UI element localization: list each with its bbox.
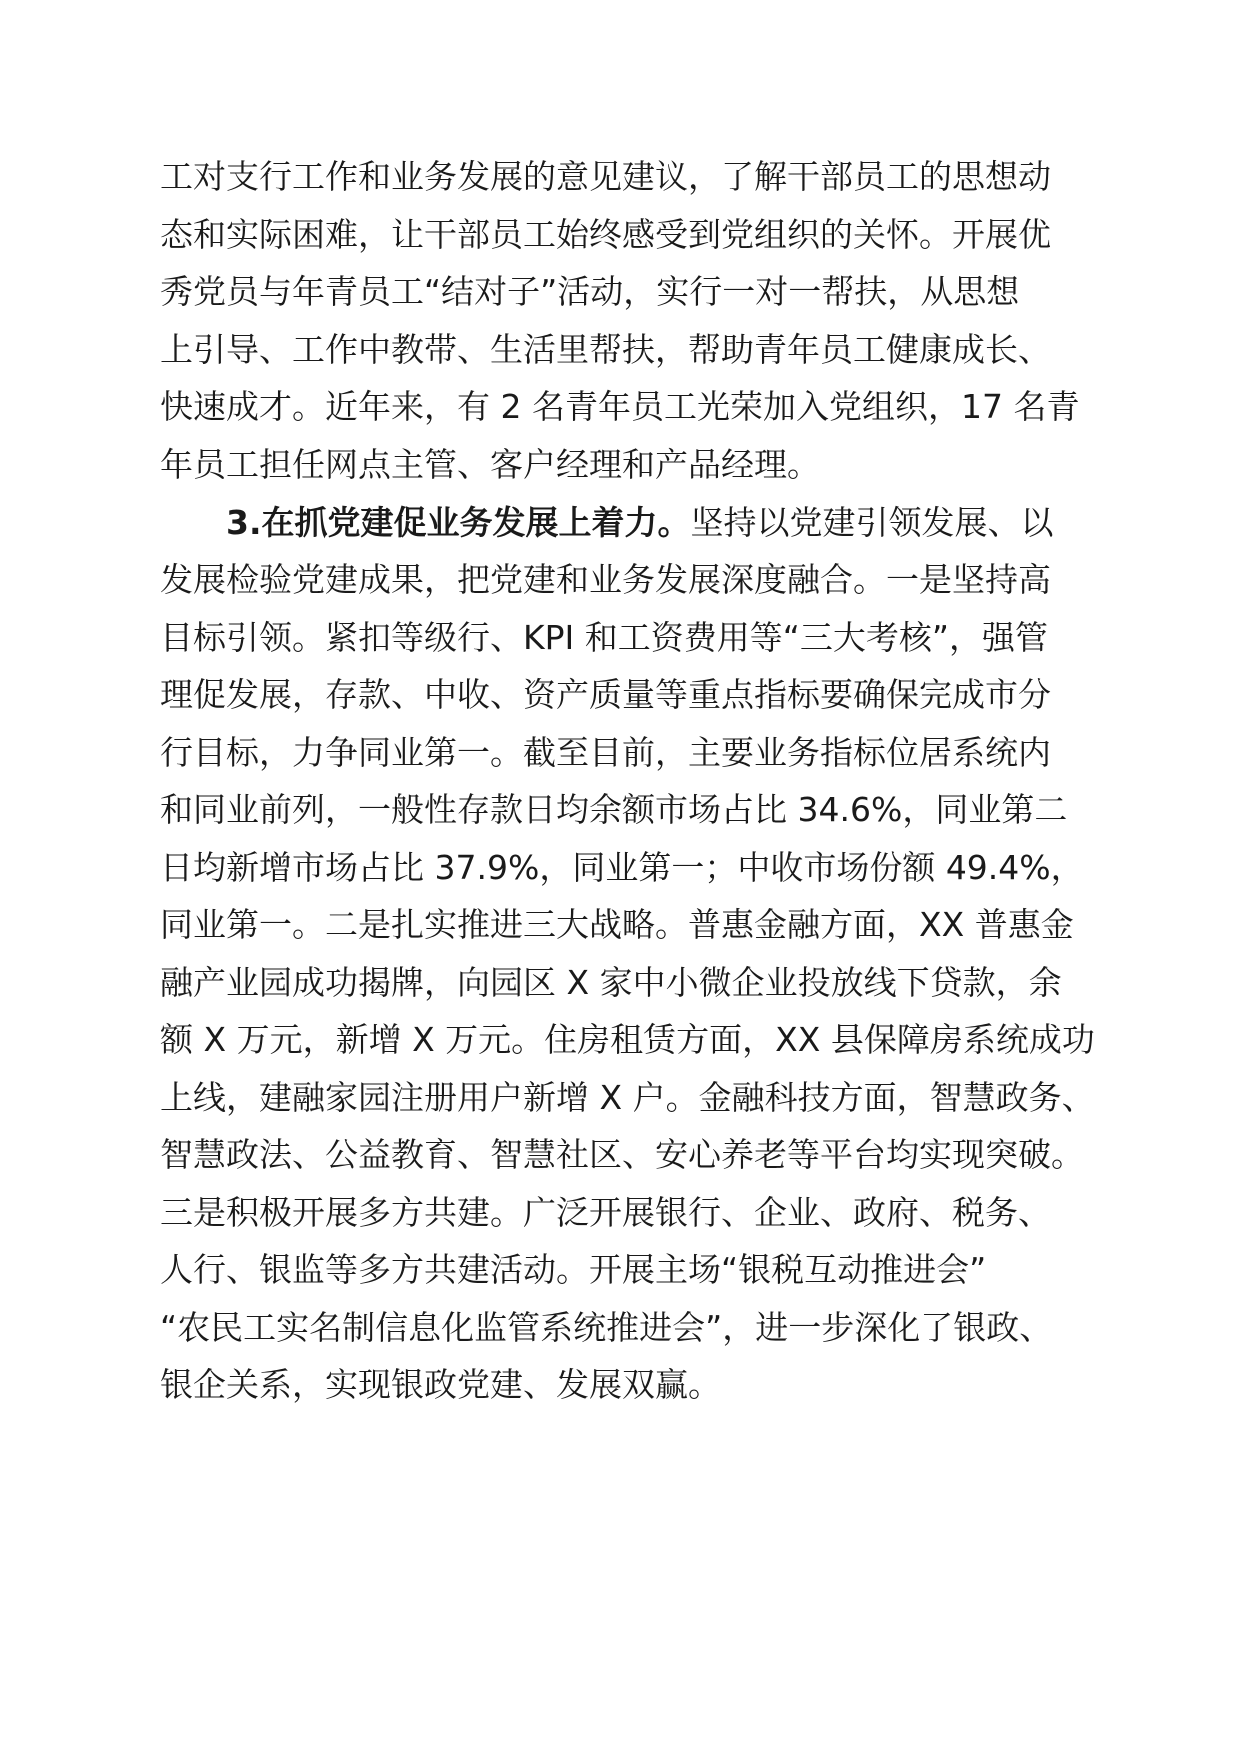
paragraph-line: 银企关系，实现银政党建、发展双赢。 xyxy=(160,1365,721,1404)
paragraph-line: 年员工担任网点主管、客户经理和产品经理。 xyxy=(160,445,820,484)
paragraph-line: 工对支行工作和业务发展的意见建议，了解干部员工的思想动 xyxy=(160,157,1051,196)
paragraph-line: “农民工实名制信息化监管系统推进会”，进一步深化了银政、 xyxy=(160,1308,1053,1347)
section-heading: 3.在抓党建促业务发展上着力。 xyxy=(226,503,691,542)
paragraph-line: 快速成才。近年来，有 2 名青年员工光荣加入党组织，17 名青 xyxy=(160,387,1080,426)
paragraph-line: 三是积极开展多方共建。广泛开展银行、企业、政府、税务、 xyxy=(160,1193,1051,1232)
paragraph-line: 融产业园成功揭牌，向园区 X 家中小微企业投放线下贷款，余 xyxy=(160,963,1062,1002)
paragraph-line: 额 X 万元，新增 X 万元。住房租赁方面，XX 县保障房系统成功 xyxy=(160,1020,1095,1059)
paragraph-line: 人行、银监等多方共建活动。开展主场“银税互动推进会” xyxy=(160,1250,987,1289)
paragraph-line: 行目标，力争同业第一。截至目前，主要业务指标位居系统内 xyxy=(160,733,1051,772)
paragraph-line: 上引导、工作中教带、生活里帮扶，帮助青年员工健康成长、 xyxy=(160,330,1051,369)
paragraph-line: 目标引领。紧扣等级行、KPI 和工资费用等“三大考核”，强管 xyxy=(160,618,1048,657)
paragraph-line: 同业第一。二是扎实推进三大战略。普惠金融方面，XX 普惠金 xyxy=(160,905,1074,944)
paragraph-line: 理促发展，存款、中收、资产质量等重点指标要确保完成市分 xyxy=(160,675,1051,714)
paragraph-line: 秀党员与年青员工“结对子”活动，实行一对一帮扶，从思想 xyxy=(160,272,1020,311)
section-heading-continuation: 坚持以党建引领发展、以 xyxy=(690,503,1054,542)
paragraph-line: 发展检验党建成果，把党建和业务发展深度融合。一是坚持高 xyxy=(160,560,1051,599)
paragraph-line: 智慧政法、公益教育、智慧社区、安心养老等平台均实现突破。 xyxy=(160,1135,1084,1174)
paragraph-line: 日均新增市场占比 37.9%，同业第一；中收市场份额 49.4%， xyxy=(160,848,1084,887)
paragraph-line: 上线，建融家园注册用户新增 X 户。金融科技方面，智慧政务、 xyxy=(160,1078,1095,1117)
section-heading-line xyxy=(226,503,1126,543)
paragraph-line: 态和实际困难，让干部员工始终感受到党组织的关怀。开展优 xyxy=(160,215,1051,254)
paragraph-line: 和同业前列，一般性存款日均余额市场占比 34.6%，同业第二 xyxy=(160,790,1068,829)
